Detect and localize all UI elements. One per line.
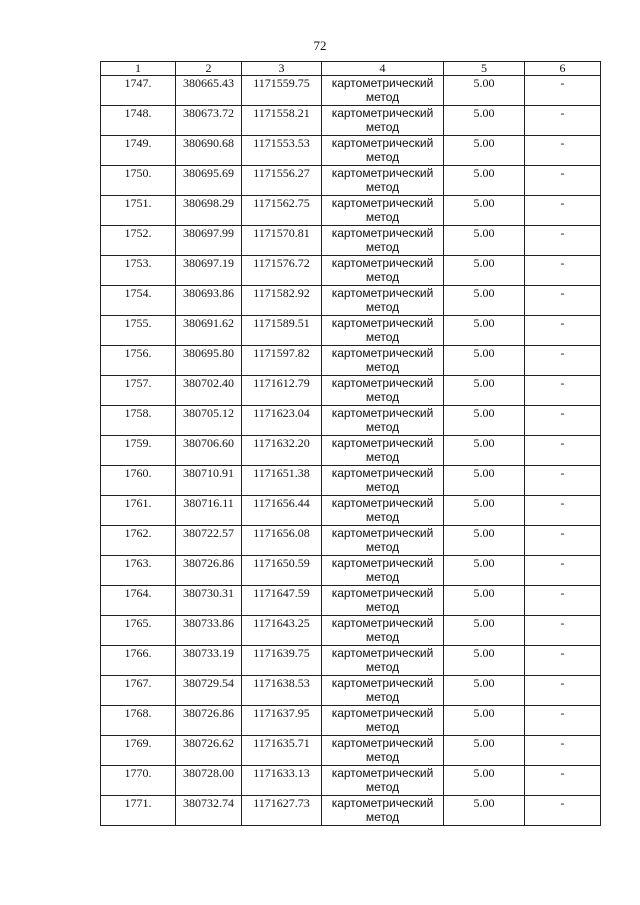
accuracy-cell: 5.00 bbox=[444, 526, 525, 556]
method-line-1: картометрический bbox=[331, 466, 434, 480]
point-number-cell: 1771. bbox=[101, 796, 176, 826]
point-number-cell: 1762. bbox=[101, 526, 176, 556]
note-cell: - bbox=[525, 166, 601, 196]
method-line-2: метод bbox=[365, 300, 400, 314]
table-row bbox=[101, 706, 601, 736]
x-coordinate-cell: 380665.43 bbox=[176, 76, 242, 106]
table-row bbox=[101, 766, 601, 796]
method-line-2: метод bbox=[365, 210, 400, 224]
point-number-cell: 1770. bbox=[101, 766, 176, 796]
method-line-2: метод bbox=[365, 90, 400, 104]
y-coordinate-cell: 1171582.92 bbox=[242, 286, 322, 316]
table-row bbox=[101, 796, 601, 826]
note-cell: - bbox=[525, 736, 601, 766]
note-cell: - bbox=[525, 226, 601, 256]
y-coordinate-cell: 1171556.27 bbox=[242, 166, 322, 196]
method-line-2: метод bbox=[365, 450, 400, 464]
method-line-1: картометрический bbox=[331, 646, 434, 660]
accuracy-cell: 5.00 bbox=[444, 676, 525, 706]
point-number-cell: 1765. bbox=[101, 616, 176, 646]
y-coordinate-cell: 1171637.95 bbox=[242, 706, 322, 736]
note-cell: - bbox=[525, 526, 601, 556]
accuracy-cell: 5.00 bbox=[444, 106, 525, 136]
accuracy-cell: 5.00 bbox=[444, 286, 525, 316]
table-row bbox=[101, 286, 601, 316]
method-cell bbox=[322, 466, 444, 496]
method-cell bbox=[322, 556, 444, 586]
x-coordinate-cell: 380730.31 bbox=[176, 586, 242, 616]
note-cell: - bbox=[525, 646, 601, 676]
table-row bbox=[101, 466, 601, 496]
accuracy-cell: 5.00 bbox=[444, 256, 525, 286]
method-line-2: метод bbox=[365, 480, 400, 494]
point-number-cell: 1761. bbox=[101, 496, 176, 526]
point-number-cell: 1748. bbox=[101, 106, 176, 136]
method-cell bbox=[322, 316, 444, 346]
method-cell bbox=[322, 196, 444, 226]
table-row bbox=[101, 76, 601, 106]
method-cell bbox=[322, 346, 444, 376]
point-number-cell: 1754. bbox=[101, 286, 176, 316]
note-cell: - bbox=[525, 196, 601, 226]
method-line-2: метод bbox=[365, 690, 400, 704]
y-coordinate-cell: 1171651.38 bbox=[242, 466, 322, 496]
y-coordinate-cell: 1171656.44 bbox=[242, 496, 322, 526]
method-line-1: картометрический bbox=[331, 256, 434, 270]
note-cell: - bbox=[525, 136, 601, 166]
y-coordinate-cell: 1171635.71 bbox=[242, 736, 322, 766]
accuracy-cell: 5.00 bbox=[444, 646, 525, 676]
x-coordinate-cell: 380706.60 bbox=[176, 436, 242, 466]
table-row bbox=[101, 166, 601, 196]
method-line-1: картометрический bbox=[331, 166, 434, 180]
point-number-cell: 1758. bbox=[101, 406, 176, 436]
y-coordinate-cell: 1171633.13 bbox=[242, 766, 322, 796]
table-row bbox=[101, 496, 601, 526]
accuracy-cell: 5.00 bbox=[444, 766, 525, 796]
column-header-3: 3 bbox=[242, 62, 322, 76]
point-number-cell: 1747. bbox=[101, 76, 176, 106]
x-coordinate-cell: 380728.00 bbox=[176, 766, 242, 796]
method-line-1: картометрический bbox=[331, 316, 434, 330]
method-line-2: метод bbox=[365, 120, 400, 134]
method-cell bbox=[322, 766, 444, 796]
x-coordinate-cell: 380733.86 bbox=[176, 616, 242, 646]
method-line-1: картометрический bbox=[331, 526, 434, 540]
column-header-6: 6 bbox=[525, 62, 601, 76]
method-cell bbox=[322, 526, 444, 556]
x-coordinate-cell: 380697.19 bbox=[176, 256, 242, 286]
table-row bbox=[101, 196, 601, 226]
accuracy-cell: 5.00 bbox=[444, 406, 525, 436]
note-cell: - bbox=[525, 436, 601, 466]
note-cell: - bbox=[525, 766, 601, 796]
method-cell bbox=[322, 646, 444, 676]
table-row bbox=[101, 556, 601, 586]
y-coordinate-cell: 1171647.59 bbox=[242, 586, 322, 616]
method-line-1: картометрический bbox=[331, 736, 434, 750]
method-line-2: метод bbox=[365, 600, 400, 614]
method-line-1: картометрический bbox=[331, 556, 434, 570]
x-coordinate-cell: 380697.99 bbox=[176, 226, 242, 256]
method-cell bbox=[322, 586, 444, 616]
accuracy-cell: 5.00 bbox=[444, 376, 525, 406]
note-cell: - bbox=[525, 676, 601, 706]
method-line-2: метод bbox=[365, 540, 400, 554]
x-coordinate-cell: 380673.72 bbox=[176, 106, 242, 136]
note-cell: - bbox=[525, 496, 601, 526]
method-cell bbox=[322, 436, 444, 466]
method-line-1: картометрический bbox=[331, 706, 434, 720]
method-line-1: картометрический bbox=[331, 76, 434, 90]
y-coordinate-cell: 1171632.20 bbox=[242, 436, 322, 466]
table-row bbox=[101, 136, 601, 166]
x-coordinate-cell: 380733.19 bbox=[176, 646, 242, 676]
note-cell: - bbox=[525, 466, 601, 496]
accuracy-cell: 5.00 bbox=[444, 136, 525, 166]
x-coordinate-cell: 380698.29 bbox=[176, 196, 242, 226]
point-number-cell: 1764. bbox=[101, 586, 176, 616]
method-cell bbox=[322, 226, 444, 256]
method-cell bbox=[322, 166, 444, 196]
point-number-cell: 1763. bbox=[101, 556, 176, 586]
method-cell bbox=[322, 136, 444, 166]
method-line-1: картометрический bbox=[331, 796, 434, 810]
point-number-cell: 1752. bbox=[101, 226, 176, 256]
column-header-1: 1 bbox=[101, 62, 176, 76]
y-coordinate-cell: 1171576.72 bbox=[242, 256, 322, 286]
method-line-2: метод bbox=[365, 750, 400, 764]
method-line-2: метод bbox=[365, 660, 400, 674]
method-line-2: метод bbox=[365, 180, 400, 194]
table-row bbox=[101, 676, 601, 706]
method-line-2: метод bbox=[365, 570, 400, 584]
x-coordinate-cell: 380691.62 bbox=[176, 316, 242, 346]
x-coordinate-cell: 380705.12 bbox=[176, 406, 242, 436]
x-coordinate-cell: 380716.11 bbox=[176, 496, 242, 526]
point-number-cell: 1751. bbox=[101, 196, 176, 226]
note-cell: - bbox=[525, 106, 601, 136]
method-line-1: картометрический bbox=[331, 616, 434, 630]
x-coordinate-cell: 380693.86 bbox=[176, 286, 242, 316]
method-line-2: метод bbox=[365, 270, 400, 284]
method-cell bbox=[322, 376, 444, 406]
method-cell bbox=[322, 406, 444, 436]
method-cell bbox=[322, 796, 444, 826]
accuracy-cell: 5.00 bbox=[444, 196, 525, 226]
point-number-cell: 1760. bbox=[101, 466, 176, 496]
method-line-1: картометрический bbox=[331, 766, 434, 780]
x-coordinate-cell: 380690.68 bbox=[176, 136, 242, 166]
method-line-1: картометрический bbox=[331, 196, 434, 210]
method-cell bbox=[322, 256, 444, 286]
method-line-1: картометрический bbox=[331, 436, 434, 450]
table-row bbox=[101, 106, 601, 136]
note-cell: - bbox=[525, 586, 601, 616]
method-line-1: картометрический bbox=[331, 586, 434, 600]
table-row bbox=[101, 736, 601, 766]
method-line-2: метод bbox=[365, 390, 400, 404]
table-row bbox=[101, 316, 601, 346]
method-line-2: метод bbox=[365, 330, 400, 344]
note-cell: - bbox=[525, 76, 601, 106]
x-coordinate-cell: 380695.80 bbox=[176, 346, 242, 376]
y-coordinate-cell: 1171627.73 bbox=[242, 796, 322, 826]
table-row bbox=[101, 376, 601, 406]
method-line-1: картометрический bbox=[331, 496, 434, 510]
point-number-cell: 1755. bbox=[101, 316, 176, 346]
table-row bbox=[101, 586, 601, 616]
y-coordinate-cell: 1171589.51 bbox=[242, 316, 322, 346]
method-line-1: картометрический bbox=[331, 376, 434, 390]
y-coordinate-cell: 1171558.21 bbox=[242, 106, 322, 136]
accuracy-cell: 5.00 bbox=[444, 736, 525, 766]
method-line-2: метод bbox=[365, 810, 400, 824]
coordinates-table bbox=[100, 61, 601, 826]
method-line-1: картометрический bbox=[331, 136, 434, 150]
accuracy-cell: 5.00 bbox=[444, 466, 525, 496]
x-coordinate-cell: 380710.91 bbox=[176, 466, 242, 496]
x-coordinate-cell: 380732.74 bbox=[176, 796, 242, 826]
accuracy-cell: 5.00 bbox=[444, 226, 525, 256]
x-coordinate-cell: 380729.54 bbox=[176, 676, 242, 706]
y-coordinate-cell: 1171559.75 bbox=[242, 76, 322, 106]
y-coordinate-cell: 1171570.81 bbox=[242, 226, 322, 256]
table-row bbox=[101, 406, 601, 436]
y-coordinate-cell: 1171612.79 bbox=[242, 376, 322, 406]
method-line-1: картометрический bbox=[331, 106, 434, 120]
method-line-2: метод bbox=[365, 240, 400, 254]
method-line-1: картометрический bbox=[331, 226, 434, 240]
point-number-cell: 1749. bbox=[101, 136, 176, 166]
note-cell: - bbox=[525, 256, 601, 286]
column-header-4: 4 bbox=[322, 62, 444, 76]
method-line-2: метод bbox=[365, 360, 400, 374]
method-cell bbox=[322, 616, 444, 646]
accuracy-cell: 5.00 bbox=[444, 166, 525, 196]
method-cell bbox=[322, 286, 444, 316]
method-cell bbox=[322, 106, 444, 136]
note-cell: - bbox=[525, 376, 601, 406]
note-cell: - bbox=[525, 616, 601, 646]
method-line-1: картометрический bbox=[331, 286, 434, 300]
table-header-row bbox=[101, 62, 601, 76]
note-cell: - bbox=[525, 406, 601, 436]
point-number-cell: 1753. bbox=[101, 256, 176, 286]
note-cell: - bbox=[525, 286, 601, 316]
accuracy-cell: 5.00 bbox=[444, 346, 525, 376]
method-line-1: картометрический bbox=[331, 406, 434, 420]
accuracy-cell: 5.00 bbox=[444, 496, 525, 526]
accuracy-cell: 5.00 bbox=[444, 616, 525, 646]
method-cell bbox=[322, 76, 444, 106]
note-cell: - bbox=[525, 346, 601, 376]
y-coordinate-cell: 1171638.53 bbox=[242, 676, 322, 706]
method-line-2: метод bbox=[365, 150, 400, 164]
accuracy-cell: 5.00 bbox=[444, 706, 525, 736]
point-number-cell: 1769. bbox=[101, 736, 176, 766]
accuracy-cell: 5.00 bbox=[444, 76, 525, 106]
point-number-cell: 1757. bbox=[101, 376, 176, 406]
table-row bbox=[101, 526, 601, 556]
table-row bbox=[101, 646, 601, 676]
table-row bbox=[101, 616, 601, 646]
table-row bbox=[101, 226, 601, 256]
note-cell: - bbox=[525, 706, 601, 736]
y-coordinate-cell: 1171562.75 bbox=[242, 196, 322, 226]
point-number-cell: 1756. bbox=[101, 346, 176, 376]
page-number: 72 bbox=[313, 38, 327, 53]
table-row bbox=[101, 256, 601, 286]
method-line-1: картометрический bbox=[331, 676, 434, 690]
point-number-cell: 1750. bbox=[101, 166, 176, 196]
accuracy-cell: 5.00 bbox=[444, 556, 525, 586]
accuracy-cell: 5.00 bbox=[444, 796, 525, 826]
x-coordinate-cell: 380695.69 bbox=[176, 166, 242, 196]
y-coordinate-cell: 1171553.53 bbox=[242, 136, 322, 166]
x-coordinate-cell: 380726.86 bbox=[176, 556, 242, 586]
y-coordinate-cell: 1171639.75 bbox=[242, 646, 322, 676]
table-row bbox=[101, 346, 601, 376]
x-coordinate-cell: 380726.86 bbox=[176, 706, 242, 736]
method-cell bbox=[322, 736, 444, 766]
note-cell: - bbox=[525, 556, 601, 586]
point-number-cell: 1766. bbox=[101, 646, 176, 676]
point-number-cell: 1759. bbox=[101, 436, 176, 466]
y-coordinate-cell: 1171643.25 bbox=[242, 616, 322, 646]
method-line-2: метод bbox=[365, 780, 400, 794]
accuracy-cell: 5.00 bbox=[444, 436, 525, 466]
method-line-2: метод bbox=[365, 720, 400, 734]
accuracy-cell: 5.00 bbox=[444, 316, 525, 346]
y-coordinate-cell: 1171597.82 bbox=[242, 346, 322, 376]
method-cell bbox=[322, 496, 444, 526]
method-line-1: картометрический bbox=[331, 346, 434, 360]
method-line-2: метод bbox=[365, 510, 400, 524]
point-number-cell: 1767. bbox=[101, 676, 176, 706]
note-cell: - bbox=[525, 796, 601, 826]
x-coordinate-cell: 380702.40 bbox=[176, 376, 242, 406]
method-line-2: метод bbox=[365, 420, 400, 434]
x-coordinate-cell: 380726.62 bbox=[176, 736, 242, 766]
table-row bbox=[101, 436, 601, 466]
y-coordinate-cell: 1171623.04 bbox=[242, 406, 322, 436]
column-header-2: 2 bbox=[176, 62, 242, 76]
y-coordinate-cell: 1171656.08 bbox=[242, 526, 322, 556]
accuracy-cell: 5.00 bbox=[444, 586, 525, 616]
note-cell: - bbox=[525, 316, 601, 346]
method-line-2: метод bbox=[365, 630, 400, 644]
y-coordinate-cell: 1171650.59 bbox=[242, 556, 322, 586]
method-cell bbox=[322, 676, 444, 706]
point-number-cell: 1768. bbox=[101, 706, 176, 736]
column-header-5: 5 bbox=[444, 62, 525, 76]
x-coordinate-cell: 380722.57 bbox=[176, 526, 242, 556]
table-body bbox=[101, 76, 601, 826]
method-cell bbox=[322, 706, 444, 736]
